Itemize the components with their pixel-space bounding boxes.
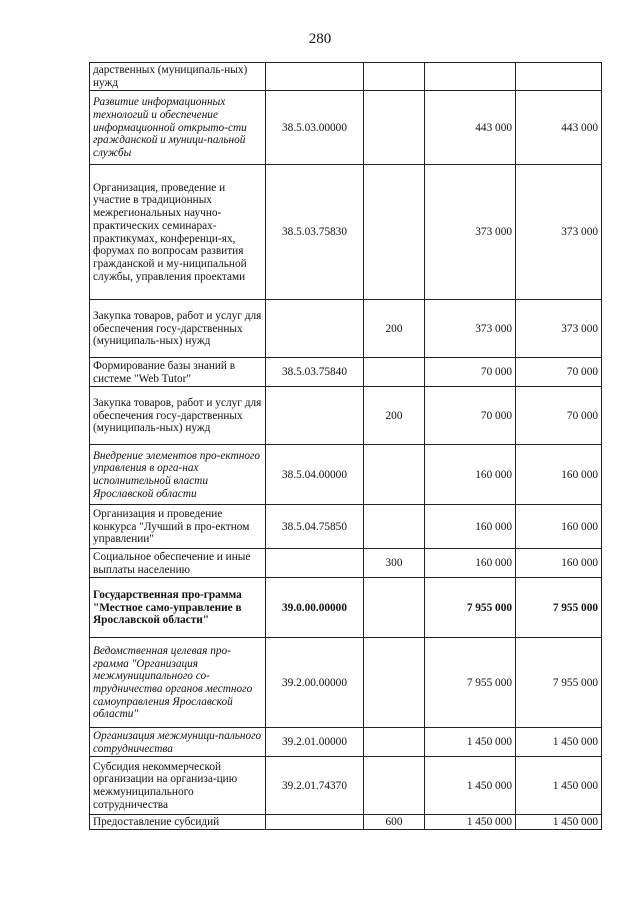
row-value-2017-cell: 443 000: [516, 91, 602, 165]
row-name-cell: дарственных (муниципаль-ных) нужд: [90, 63, 266, 91]
row-value-2017-cell: 1 450 000: [516, 728, 602, 757]
row-name-cell: Формирование базы знаний в системе "Web Tutor": [90, 358, 266, 387]
row-code-cell: 39.2.00.00000: [266, 638, 364, 728]
table-row: [90, 358, 602, 387]
row-name-cell: Предоставление субсидий: [90, 815, 266, 830]
row-value-2017-cell: 373 000: [516, 300, 602, 358]
row-name-cell: Субсидия некоммерческой организации на организа-цию межмуниципального сотрудничества: [90, 757, 266, 815]
row-code-cell: 38.5.03.75830: [266, 165, 364, 300]
row-value-2017-cell: 373 000: [516, 165, 602, 300]
row-value-2016-cell: 160 000: [425, 445, 516, 505]
budget-table: [89, 62, 602, 830]
row-value-2017-cell: [516, 63, 602, 91]
row-type-cell: [364, 91, 425, 165]
row-code-cell: 38.5.04.00000: [266, 445, 364, 505]
table-row: [90, 300, 602, 358]
row-value-2017-cell: 70 000: [516, 387, 602, 445]
table-row: [90, 815, 602, 830]
row-type-cell: [364, 638, 425, 728]
page-number: 280: [308, 31, 332, 47]
row-name-cell: Организация межмуници-пального сотрудничества: [90, 728, 266, 757]
table-row: [90, 549, 602, 578]
table-row: [90, 387, 602, 445]
row-value-2017-cell: 160 000: [516, 445, 602, 505]
table-row: [90, 638, 602, 728]
row-value-2017-cell: 7 955 000: [516, 578, 602, 638]
row-code-cell: [266, 63, 364, 91]
row-type-cell: 200: [364, 300, 425, 358]
row-code-cell: [266, 387, 364, 445]
row-type-cell: [364, 728, 425, 757]
row-type-cell: [364, 63, 425, 91]
row-type-cell: [364, 165, 425, 300]
row-name-cell: Государственная про-грамма "Местное само-управление в Ярославской области": [90, 578, 266, 638]
row-type-cell: 600: [364, 815, 425, 830]
row-value-2017-cell: 160 000: [516, 549, 602, 578]
row-type-cell: [364, 757, 425, 815]
row-name-cell: Внедрение элементов про-ектного управления в орга-нах исполнительной власти Ярославской области: [90, 445, 266, 505]
row-type-cell: [364, 578, 425, 638]
table-row: [90, 757, 602, 815]
row-code-cell: 39.0.00.00000: [266, 578, 364, 638]
row-code-cell: 39.2.01.74370: [266, 757, 364, 815]
row-type-cell: 200: [364, 387, 425, 445]
row-value-2016-cell: 7 955 000: [425, 578, 516, 638]
row-value-2016-cell: 70 000: [425, 387, 516, 445]
row-type-cell: [364, 445, 425, 505]
row-value-2016-cell: 160 000: [425, 505, 516, 549]
row-value-2016-cell: 7 955 000: [425, 638, 516, 728]
row-value-2017-cell: 1 450 000: [516, 757, 602, 815]
table-row: [90, 63, 602, 91]
row-code-cell: 38.5.03.00000: [266, 91, 364, 165]
row-code-cell: [266, 815, 364, 830]
row-value-2016-cell: 1 450 000: [425, 728, 516, 757]
row-code-cell: [266, 549, 364, 578]
row-value-2016-cell: 160 000: [425, 549, 516, 578]
row-code-cell: 38.5.03.75840: [266, 358, 364, 387]
row-value-2016-cell: 373 000: [425, 300, 516, 358]
row-name-cell: Организация и проведение конкурса "Лучший в про-ектном управлении": [90, 505, 266, 549]
row-value-2016-cell: 1 450 000: [425, 757, 516, 815]
row-value-2016-cell: [425, 63, 516, 91]
row-code-cell: 38.5.04.75850: [266, 505, 364, 549]
row-value-2016-cell: 70 000: [425, 358, 516, 387]
budget-table-body: [90, 63, 602, 830]
row-name-cell: Закупка товаров, работ и услуг для обеспечения госу-дарственных (муниципаль-ных) нужд: [90, 300, 266, 358]
row-value-2017-cell: 160 000: [516, 505, 602, 549]
table-row: [90, 728, 602, 757]
row-name-cell: Закупка товаров, работ и услуг для обеспечения госу-дарственных (муниципаль-ных) нужд: [90, 387, 266, 445]
table-row: [90, 445, 602, 505]
row-value-2017-cell: 1 450 000: [516, 815, 602, 830]
row-type-cell: 300: [364, 549, 425, 578]
row-value-2016-cell: 373 000: [425, 165, 516, 300]
row-value-2016-cell: 443 000: [425, 91, 516, 165]
row-name-cell: Развитие информационных технологий и обеспечение информационной открыто-сти гражданской и муници-пальной службы: [90, 91, 266, 165]
row-code-cell: [266, 300, 364, 358]
row-code-cell: 39.2.01.00000: [266, 728, 364, 757]
table-row: [90, 578, 602, 638]
row-type-cell: [364, 358, 425, 387]
table-row: [90, 165, 602, 300]
row-name-cell: Ведомственная целевая про-грамма "Организация межмуниципального со-трудничества органов местного самоуправления Ярославской области": [90, 638, 266, 728]
row-name-cell: Организация, проведение и участие в традиционных межрегиональных научно-практических семинарах-практикумах, конференци-ях, форумах по вопросам развития гражданской и му-ниципальной службы, управления проектами: [90, 165, 266, 300]
row-value-2017-cell: 7 955 000: [516, 638, 602, 728]
row-value-2016-cell: 1 450 000: [425, 815, 516, 830]
row-type-cell: [364, 505, 425, 549]
table-row: [90, 505, 602, 549]
table-row: [90, 91, 602, 165]
row-value-2017-cell: 70 000: [516, 358, 602, 387]
row-name-cell: Социальное обеспечение и иные выплаты населению: [90, 549, 266, 578]
